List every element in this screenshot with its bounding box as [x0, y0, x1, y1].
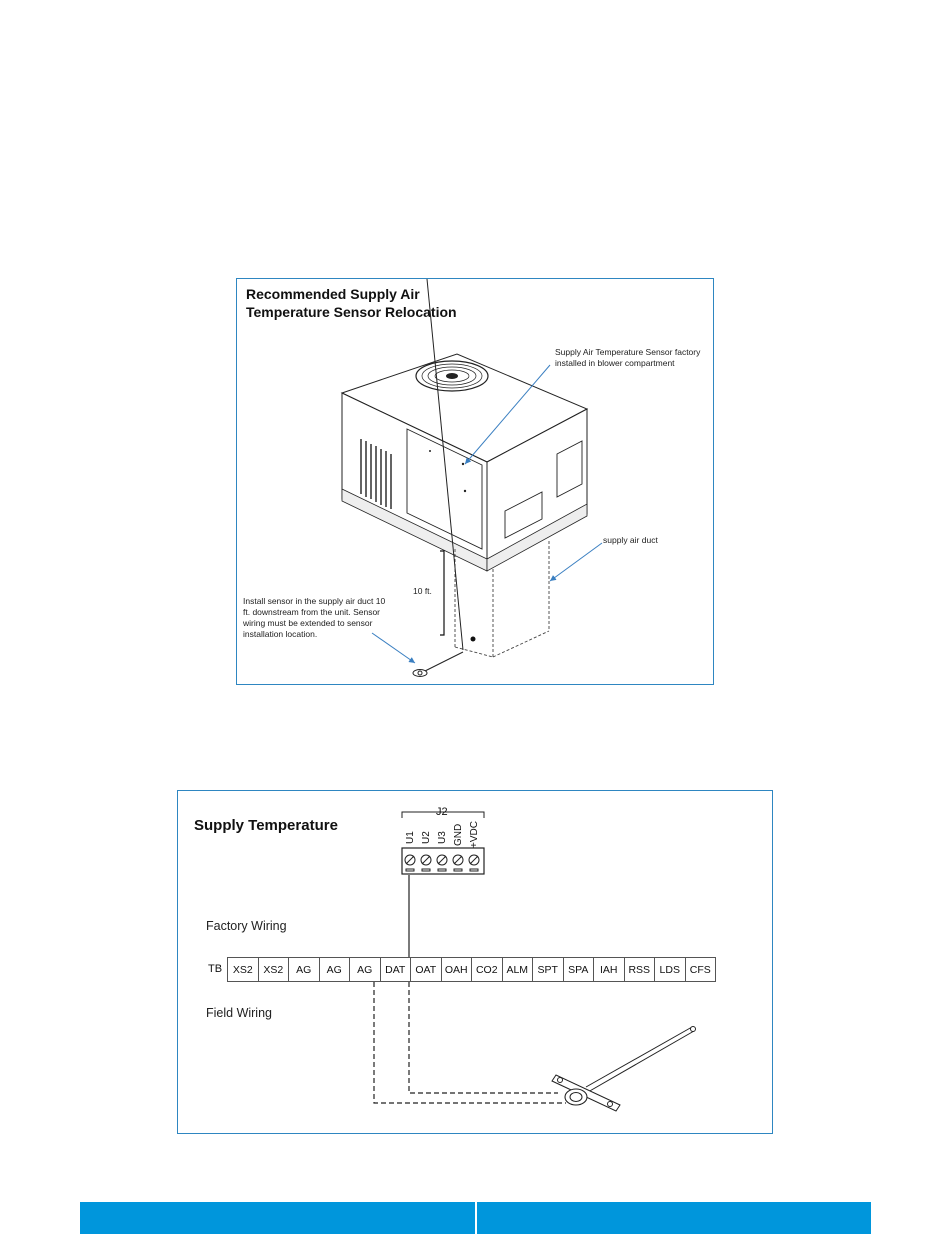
pin-label: +VDC	[469, 821, 480, 848]
j2-label: J2	[436, 806, 448, 818]
terminal-rss: RSS	[624, 957, 656, 982]
wiring-panel	[177, 790, 773, 1134]
field-wiring-label: Field Wiring	[206, 1006, 272, 1020]
pin-label: U1	[405, 831, 416, 844]
terminal-ag: AG	[319, 957, 351, 982]
terminal-ag: AG	[349, 957, 381, 982]
wiring-title: Supply Temperature	[194, 817, 338, 834]
terminal-block-label: TB	[208, 963, 223, 975]
field-wire-ag	[374, 982, 566, 1103]
pin-label: U3	[437, 831, 448, 844]
j2-connector	[400, 808, 486, 878]
install-note: Install sensor in the supply air duct 10 ft. downstream from the unit. Sensor wiring must be extended to sensor installation location.	[243, 596, 386, 639]
factory-sensor-note: Supply Air Temperature Sensor factory installed in blower compartment	[555, 347, 701, 368]
terminal-xs2: XS2	[258, 957, 290, 982]
footer-bar-right	[477, 1202, 872, 1234]
terminal-spt: SPT	[532, 957, 564, 982]
factory-wiring-label: Factory Wiring	[206, 919, 287, 933]
pin-label: U2	[421, 831, 432, 844]
relocation-title: Recommended Supply Air Temperature Sensor Relocation	[246, 286, 457, 320]
footer-bar-left	[80, 1202, 477, 1234]
terminal-co2: CO2	[471, 957, 503, 982]
terminal-xs2: XS2	[227, 957, 259, 982]
footer-bar	[80, 1202, 871, 1234]
distance-note: 10 ft.	[413, 586, 432, 596]
terminal-oah: OAH	[441, 957, 473, 982]
duct-note: supply air duct	[603, 535, 658, 545]
terminal-spa: SPA	[563, 957, 595, 982]
terminal-lds: LDS	[654, 957, 686, 982]
condenser-fan-icon	[416, 361, 488, 391]
terminal-alm: ALM	[502, 957, 534, 982]
field-wire-dat	[409, 982, 558, 1093]
terminal-cfs: CFS	[685, 957, 717, 982]
duct-arrow	[550, 543, 602, 581]
terminal-iah: IAH	[593, 957, 625, 982]
terminal-ag: AG	[288, 957, 320, 982]
relocation-panel	[236, 278, 714, 685]
terminal-dat: DAT	[380, 957, 412, 982]
pin-label: GND	[453, 823, 464, 846]
temperature-sensor-icon	[552, 1027, 696, 1112]
terminal-strip	[228, 957, 716, 982]
terminal-oat: OAT	[410, 957, 442, 982]
